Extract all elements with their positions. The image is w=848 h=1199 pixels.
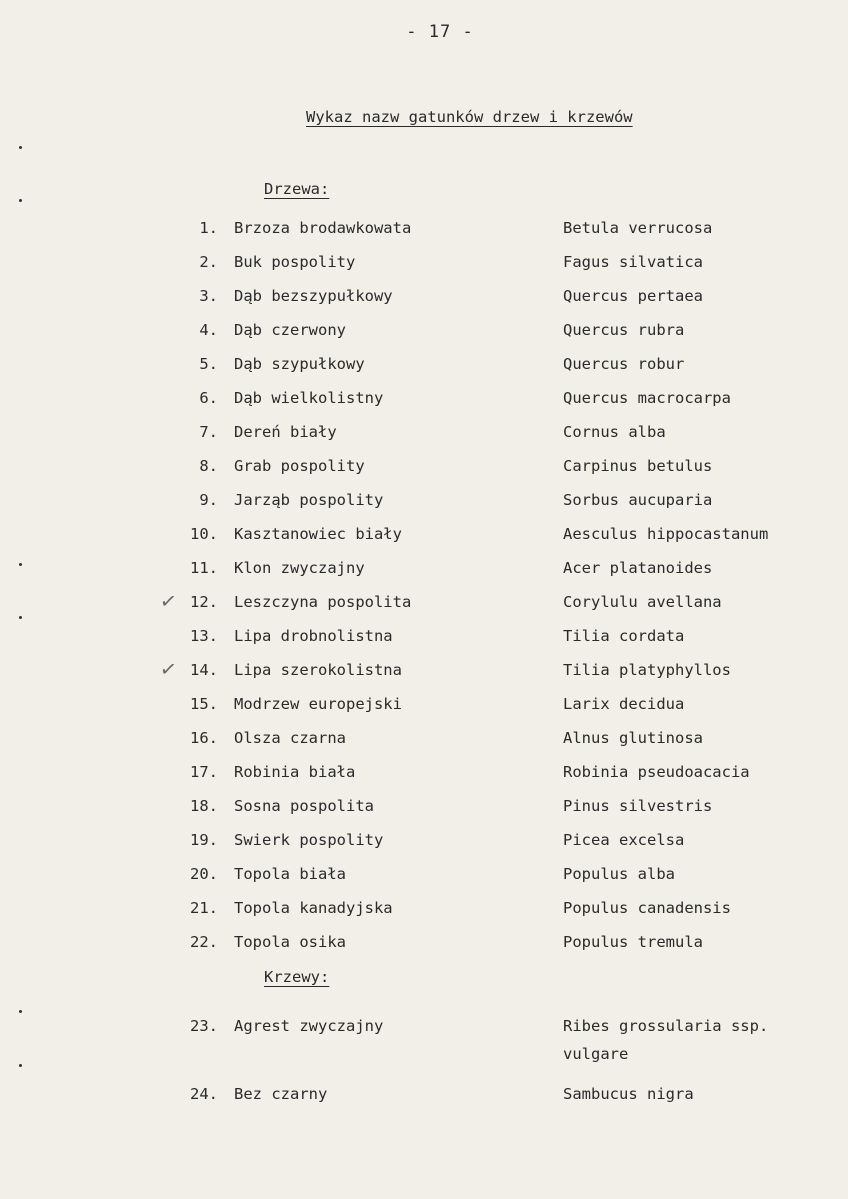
latin-name: Robinia pseudoacacia — [563, 763, 750, 781]
list-item — [0, 587, 848, 623]
latin-name: Quercus rubra — [563, 321, 685, 339]
margin-dot — [19, 1010, 22, 1013]
entry-number: 8. — [199, 457, 218, 475]
entry-number: 3. — [199, 287, 218, 305]
list-item — [0, 655, 848, 691]
margin-dot — [19, 563, 22, 566]
margin-dot — [19, 1064, 22, 1067]
list-item — [0, 219, 848, 249]
polish-name: Brzoza brodawkowata — [234, 219, 412, 237]
latin-name: Populus tremula — [563, 933, 703, 951]
polish-name: Swierk pospolity — [234, 831, 384, 849]
list-item — [0, 729, 848, 759]
entry-number: 9. — [199, 491, 218, 509]
list-item — [0, 389, 848, 419]
polish-name: Dąb wielkolistny — [234, 389, 384, 407]
list-item — [0, 457, 848, 487]
entry-number: 13. — [190, 627, 218, 645]
entry-number: 5. — [199, 355, 218, 373]
list-item — [0, 1085, 848, 1115]
list-item — [0, 763, 848, 793]
entry-number: 14. — [190, 661, 218, 679]
latin-name: Carpinus betulus — [563, 457, 713, 475]
section-heading-trees: Drzewa: — [264, 180, 330, 198]
entry-number: 4. — [199, 321, 218, 339]
entry-number: 1. — [199, 219, 218, 237]
list-item — [0, 1017, 848, 1063]
polish-name: Agrest zwyczajny — [234, 1017, 384, 1035]
document-title: Wykaz nazw gatunków drzew i krzewów — [306, 108, 633, 126]
latin-name: Aesculus hippocastanum — [563, 525, 769, 543]
latin-name: Quercus pertaea — [563, 287, 703, 305]
polish-name: Robinia biała — [234, 763, 356, 781]
latin-name: Quercus robur — [563, 355, 685, 373]
latin-name: Cornus alba — [563, 423, 666, 441]
list-item — [0, 797, 848, 827]
entry-number: 10. — [190, 525, 218, 543]
list-item — [0, 899, 848, 929]
polish-name: Topola osika — [234, 933, 346, 951]
latin-name: Picea excelsa — [563, 831, 685, 849]
entry-number: 18. — [190, 797, 218, 815]
latin-name: Tilia cordata — [563, 627, 685, 645]
entry-number: 15. — [190, 695, 218, 713]
entry-number: 23. — [190, 1017, 218, 1035]
section-heading-shrubs: Krzewy: — [264, 968, 330, 986]
polish-name: Topola biała — [234, 865, 346, 883]
list-item — [0, 933, 848, 963]
entry-number: 12. — [190, 593, 218, 611]
entry-number: 16. — [190, 729, 218, 747]
list-item — [0, 865, 848, 895]
polish-name: Olsza czarna — [234, 729, 346, 747]
entry-number: 20. — [190, 865, 218, 883]
polish-name: Leszczyna pospolita — [234, 593, 412, 611]
polish-name: Bez czarny — [234, 1085, 328, 1103]
latin-name: Ribes grossularia ssp. — [563, 1017, 769, 1035]
margin-dot — [19, 146, 22, 149]
polish-name: Dereń biały — [234, 423, 337, 441]
page-number: - 17 - — [406, 22, 474, 42]
list-item — [0, 321, 848, 351]
list-item — [0, 525, 848, 555]
polish-name: Grab pospolity — [234, 457, 365, 475]
polish-name: Dąb bezszypułkowy — [234, 287, 393, 305]
entry-number: 7. — [199, 423, 218, 441]
list-item — [0, 253, 848, 283]
list-item — [0, 627, 848, 657]
polish-name: Modrzew europejski — [234, 695, 402, 713]
list-item — [0, 287, 848, 317]
latin-name: Sambucus nigra — [563, 1085, 694, 1103]
latin-name: Acer platanoides — [563, 559, 713, 577]
list-item — [0, 423, 848, 453]
list-item — [0, 559, 848, 589]
latin-name: Larix decidua — [563, 695, 685, 713]
polish-name: Klon zwyczajny — [234, 559, 365, 577]
latin-name: Populus alba — [563, 865, 675, 883]
latin-name: Fagus silvatica — [563, 253, 703, 271]
entry-number: 19. — [190, 831, 218, 849]
list-item — [0, 355, 848, 385]
latin-name: Pinus silvestris — [563, 797, 713, 815]
check-mark-icon: ✓ — [158, 587, 179, 615]
polish-name: Topola kanadyjska — [234, 899, 393, 917]
latin-name: Quercus macrocarpa — [563, 389, 731, 407]
polish-name: Buk pospolity — [234, 253, 356, 271]
check-mark-icon: ✓ — [158, 655, 179, 683]
latin-name: Sorbus aucuparia — [563, 491, 713, 509]
polish-name: Dąb szypułkowy — [234, 355, 365, 373]
polish-name: Lipa szerokolistna — [234, 661, 402, 679]
polish-name: Jarząb pospolity — [234, 491, 384, 509]
polish-name: Dąb czerwony — [234, 321, 346, 339]
entry-number: 2. — [199, 253, 218, 271]
list-item — [0, 491, 848, 521]
entry-number: 11. — [190, 559, 218, 577]
entry-number: 24. — [190, 1085, 218, 1103]
latin-name: Alnus glutinosa — [563, 729, 703, 747]
latin-name: Corylulu avellana — [563, 593, 722, 611]
latin-name: Tilia platyphyllos — [563, 661, 731, 679]
latin-name-continuation: vulgare — [563, 1045, 629, 1063]
polish-name: Kasztanowiec biały — [234, 525, 402, 543]
entry-number: 21. — [190, 899, 218, 917]
polish-name: Sosna pospolita — [234, 797, 374, 815]
entry-number: 22. — [190, 933, 218, 951]
latin-name: Populus canadensis — [563, 899, 731, 917]
entry-number: 17. — [190, 763, 218, 781]
list-item — [0, 831, 848, 861]
latin-name: Betula verrucosa — [563, 219, 713, 237]
entry-number: 6. — [199, 389, 218, 407]
polish-name: Lipa drobnolistna — [234, 627, 393, 645]
margin-dot — [19, 616, 22, 619]
list-item — [0, 695, 848, 725]
margin-dot — [19, 199, 22, 202]
